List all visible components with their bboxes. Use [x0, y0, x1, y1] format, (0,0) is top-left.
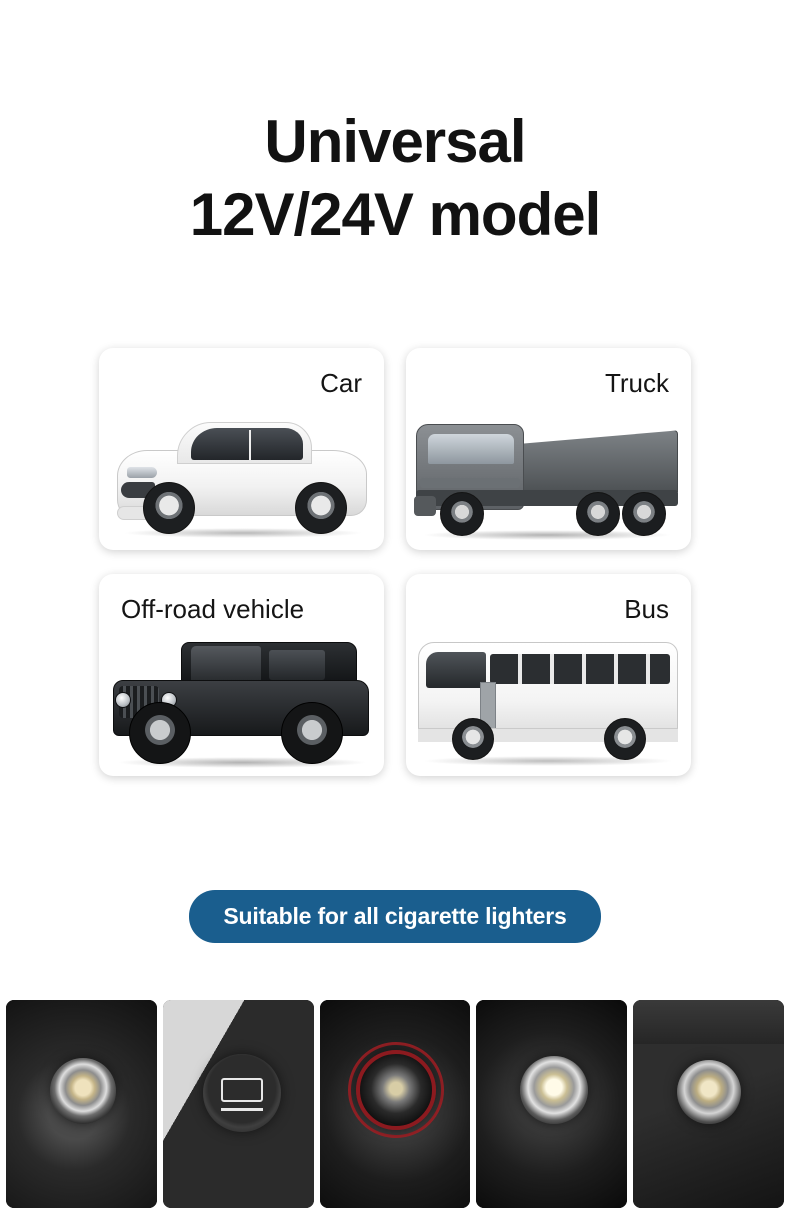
car-front-wheel: [143, 482, 195, 534]
car-window-divider: [249, 430, 251, 460]
card-offroad-label: Off-road vehicle: [121, 594, 305, 625]
truck-cab-trim: [420, 478, 520, 488]
car-headlight: [127, 467, 157, 478]
card-bus-label: Bus: [624, 594, 669, 625]
card-bus: [406, 574, 691, 776]
socket-photo-3: [320, 1000, 471, 1208]
card-truck: [406, 348, 691, 550]
card-offroad: [99, 574, 384, 776]
socket-photo-5: [633, 1000, 784, 1208]
bus-rear-wheel: [604, 718, 646, 760]
car-window: [191, 428, 303, 460]
title-line-1: Universal: [264, 108, 526, 175]
socket-photo-2: [163, 1000, 314, 1208]
truck-bumper: [414, 496, 436, 516]
card-truck-label: Truck: [604, 368, 669, 399]
lighter-symbol-underline: [221, 1108, 263, 1111]
car-illustration: [99, 400, 384, 550]
bus-front-wheel: [452, 718, 494, 760]
truck-dump-bed: [518, 430, 678, 492]
status-badge: Suitable for all cigarette lighters: [189, 890, 600, 943]
card-car-label: Car: [320, 368, 362, 399]
offroad-rear-wheel: [281, 702, 343, 764]
socket-photo-4: [476, 1000, 627, 1208]
bus-shadow: [422, 756, 674, 766]
vehicle-card-grid: [75, 248, 715, 776]
car-rear-wheel: [295, 482, 347, 534]
cigarette-lighter-socket-icon: [50, 1058, 116, 1124]
socket-photo-strip: [0, 1000, 790, 1216]
title-line-2: 12V/24V model: [189, 181, 601, 249]
truck-windshield: [428, 434, 514, 464]
bus-side-windows: [490, 654, 670, 684]
cigarette-lighter-socket-red-ring-icon: [356, 1050, 436, 1130]
page-title: [0, 0, 790, 248]
offroad-windshield: [191, 646, 261, 680]
offroad-side-window: [269, 650, 325, 680]
socket-photo-1: [6, 1000, 157, 1208]
truck-illustration: [406, 400, 691, 550]
card-car: [99, 348, 384, 550]
bus-windshield: [426, 652, 486, 688]
banner-row: [0, 890, 790, 943]
cigarette-lighter-socket-icon: [677, 1060, 741, 1124]
cigarette-lighter-socket-icon: [520, 1056, 588, 1124]
offroad-vehicle-illustration: [99, 626, 384, 776]
lighter-symbol-icon: [221, 1078, 263, 1102]
bus-illustration: [406, 626, 691, 776]
offroad-front-wheel: [129, 702, 191, 764]
console-panel: [633, 1000, 784, 1044]
